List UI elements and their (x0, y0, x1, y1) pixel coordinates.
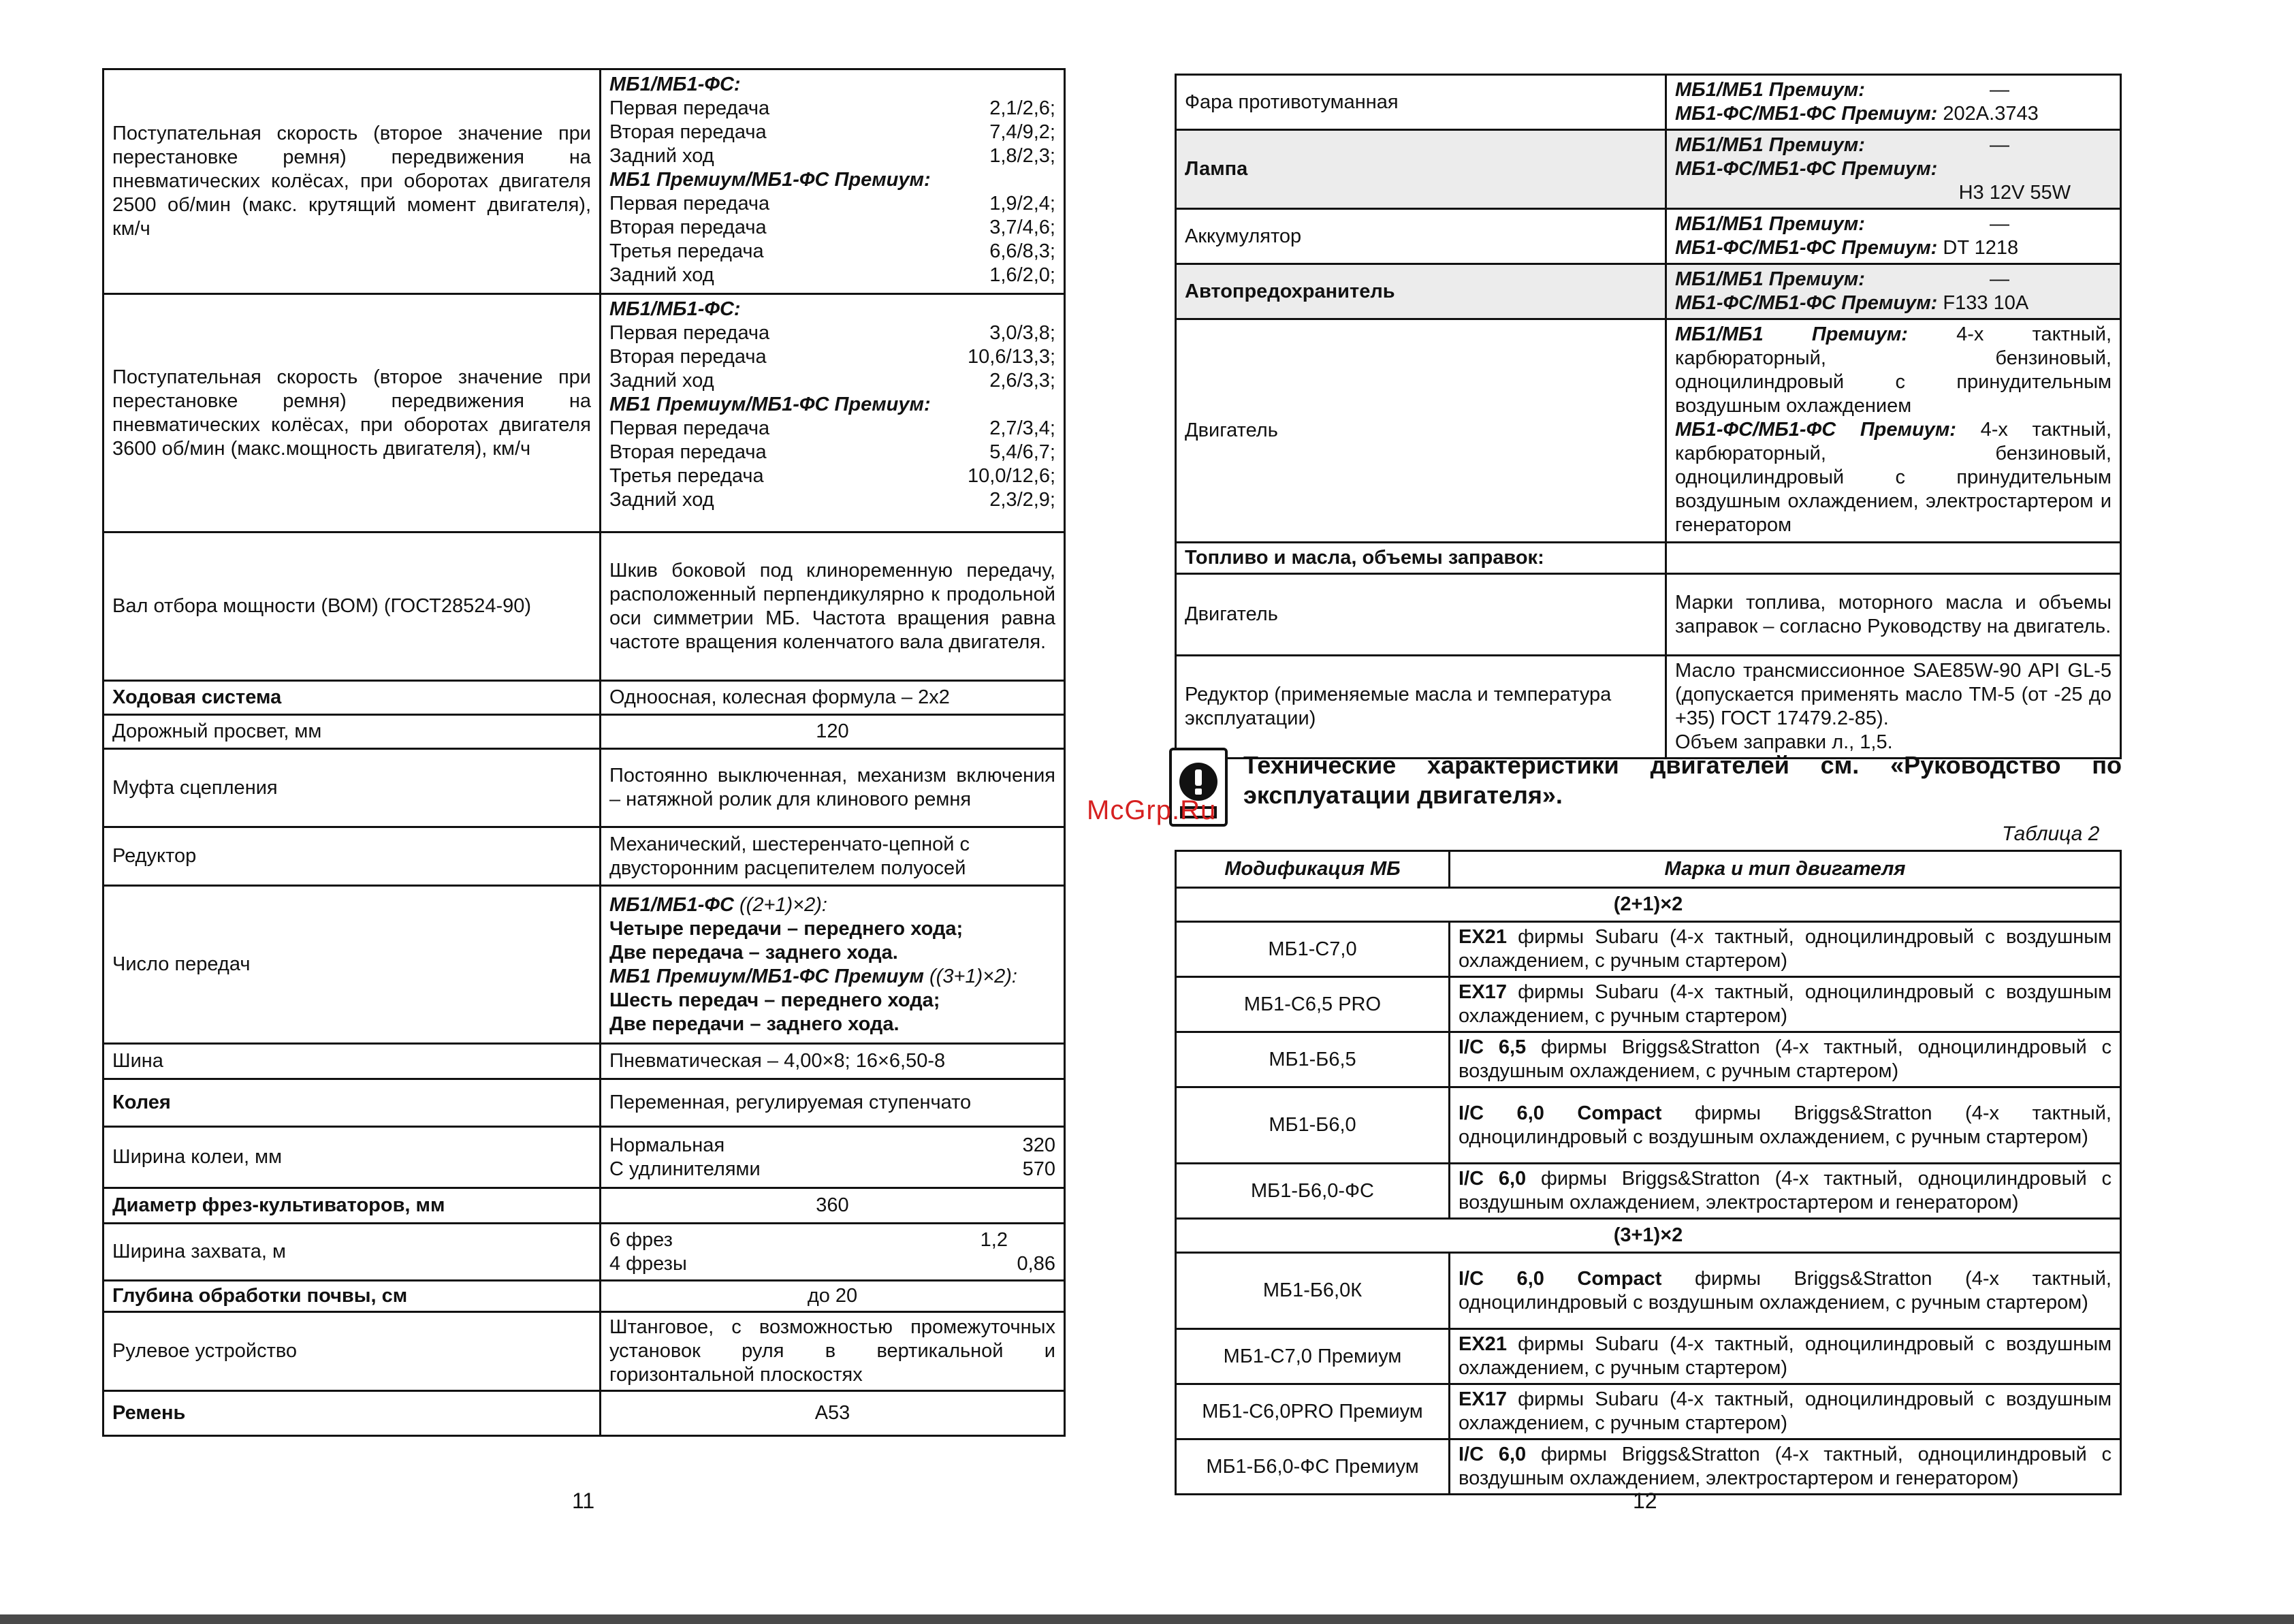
battery-label: Аккумулятор (1176, 209, 1666, 264)
value-row: Задний ход 1,8/2,3; (609, 145, 1055, 167)
group-heading: МБ1/МБ1-ФС: (609, 298, 741, 320)
table-row (1176, 656, 2121, 759)
table-row (103, 681, 1065, 715)
reducer-label: Редуктор (103, 827, 601, 886)
table-row (103, 715, 1065, 749)
table-row (103, 886, 1065, 1044)
engine-cell: I/C 6,0 фирмы Briggs&Stratton (4-х тактный, одноцилиндровый с воздушным охлаждением, электростартером и генератором) (1450, 1439, 2121, 1495)
table-row (1176, 1329, 2121, 1384)
clearance-label: Дорожный просвет, мм (103, 715, 601, 749)
table-row (1176, 977, 2121, 1032)
clutch-label: Муфта сцепления (103, 749, 601, 827)
table-row (103, 69, 1065, 294)
value-row: Первая передача 3,0/3,8; (609, 322, 1055, 344)
work-width-label: Ширина захвата, м (103, 1224, 601, 1281)
table-row (103, 827, 1065, 886)
model-cell: МБ1-С6,5 PRO (1176, 977, 1450, 1032)
engine-models-table (1175, 850, 2122, 1495)
group-heading: МБ1 Премиум/МБ1-ФС Премиум ((3+1)×2): (609, 965, 1017, 987)
fuse-label: Автопредохранитель (1176, 264, 1666, 319)
value-row: Задний ход 1,6/2,0; (609, 264, 1055, 286)
model-cell: МБ1-Б6,0-ФС (1176, 1164, 1450, 1219)
speed-2500-values (601, 69, 1065, 294)
value-row: Первая передача 2,7/3,4; (609, 417, 1055, 439)
table-row (1176, 209, 2121, 264)
table-caption: Таблица 2 (2002, 823, 2100, 845)
model-cell: МБ1-Б6,0 (1176, 1087, 1450, 1164)
lamp-value: МБ1/МБ1 Премиум: — МБ1-ФС/МБ1-ФС Премиум: Н3 12V 55W (1666, 130, 2121, 209)
model-cell: МБ1-Б6,0-ФС Премиум (1176, 1439, 1450, 1495)
value-row: 6 фрез 1,2 (609, 1228, 1008, 1251)
table-row (1176, 264, 2121, 319)
table-row (1176, 543, 2121, 574)
speed-2500-label: Поступательная скорость (второе значение при перестановке ремня) передвижения на пневматических колёсах, при оборотах двигателя 2500 об/мин (макс. крутящий момент двигателя), км/ч (103, 69, 601, 294)
engine-cell: EX21 фирмы Subaru (4-х тактный, одноцилиндровый с воздушным охлаждением, с ручным стартером) (1450, 1329, 2121, 1384)
speed-3600-values (601, 294, 1065, 532)
table-row (1176, 1439, 2121, 1495)
value-row: Задний ход 2,6/3,3; (609, 370, 1055, 392)
table-row (1176, 1164, 2121, 1219)
group-heading: МБ1 Премиум/МБ1-ФС Премиум: (609, 169, 931, 191)
table-row (103, 1188, 1065, 1224)
engine-cell: I/C 6,0 фирмы Briggs&Stratton (4-х тактный, одноцилиндровый с воздушным охлаждением, электростартером и генератором) (1450, 1164, 2121, 1219)
value-row: Первая передача 2,1/2,6; (609, 97, 1055, 119)
belt-value: А53 (601, 1391, 1065, 1436)
gear-line: Четыре передачи – переднего хода; (609, 917, 963, 940)
table-row (1176, 319, 2121, 543)
value-row: Первая передача 1,9/2,4; (609, 193, 1055, 214)
value-row: Задний ход 2,3/2,9; (609, 489, 1055, 511)
value-row: Вторая передача 3,7/4,6; (609, 217, 1055, 238)
table-row (103, 1224, 1065, 1281)
value-row: Третья передача 10,0/12,6; (609, 465, 1055, 487)
table-row (1176, 1032, 2121, 1087)
table-row (103, 1044, 1065, 1079)
table-row (103, 532, 1065, 681)
cutter-diameter-value: 360 (601, 1188, 1065, 1224)
tire-label: Шина (103, 1044, 601, 1079)
table-row (103, 294, 1065, 532)
engine-cell: EX17 фирмы Subaru (4-х тактный, одноцилиндровый с воздушным охлаждением, с ручным стартером) (1450, 1384, 2121, 1439)
page-number-left: 11 (572, 1488, 595, 1513)
page-number-right: 12 (1633, 1488, 1657, 1513)
table-row (103, 1281, 1065, 1312)
value-row: 4 фрезы 0,86 (609, 1252, 1055, 1275)
track-width-values (601, 1127, 1065, 1188)
table-row (1176, 75, 2121, 130)
gear-line: Шесть передач – переднего хода; (609, 989, 940, 1011)
table-header-row (1176, 851, 2121, 888)
engine-cell: EX21 фирмы Subaru (4-х тактный, одноцилиндровый с воздушным охлаждением, с ручным стартером) (1450, 922, 2121, 977)
track-width-label: Ширина колеи, мм (103, 1127, 601, 1188)
value-row: Третья передача 6,6/8,3; (609, 240, 1055, 262)
table-row (1176, 922, 2121, 977)
value-row: Вторая передача 5,4/6,7; (609, 441, 1055, 463)
table-row (103, 1127, 1065, 1188)
track-label: Колея (103, 1079, 601, 1127)
track-value: Переменная, регулируемая ступенчато (601, 1079, 1065, 1127)
model-cell: МБ1-Б6,0К (1176, 1253, 1450, 1329)
value-row: Вторая передача 7,4/9,2; (609, 121, 1055, 143)
fuel-engine-label: Двигатель (1176, 574, 1666, 656)
group-heading: МБ1/МБ1-ФС ((2+1)×2): (609, 893, 827, 916)
model-cell: МБ1-Б6,5 (1176, 1032, 1450, 1087)
gear-line: Две передачи – заднего хода. (609, 1013, 899, 1035)
scan-edge (0, 1614, 2294, 1624)
work-width-values (601, 1224, 1065, 1281)
fuse-value: МБ1/МБ1 Премиум: — МБ1-ФС/МБ1-ФС Премиум: F133 10А (1666, 264, 2121, 319)
table-row (1176, 574, 2121, 656)
fog-lamp-value: МБ1/МБ1 Премиум: — МБ1-ФС/МБ1-ФС Премиум: 202А.3743 (1666, 75, 2121, 130)
table-row (1176, 1384, 2121, 1439)
fuel-reducer-value: Масло трансмиссионное SAE85W-90 API GL-5 (допускается применять масло ТМ-5 (от -25 до +35) ГОСТ 17479.2-85). Объем заправки л., 1,5. (1666, 656, 2121, 759)
cutter-diameter-label: Диаметр фрез-культиваторов, мм (103, 1188, 601, 1224)
belt-label: Ремень (103, 1391, 601, 1436)
model-cell: МБ1-С7,0 Премиум (1176, 1329, 1450, 1384)
steering-value: Штанговое, с возможностью промежуточных установок руля в вертикальной и горизонтальной плоскостях (601, 1312, 1065, 1391)
tillage-depth-value: до 20 (601, 1281, 1065, 1312)
table-row (1176, 1253, 2121, 1329)
table-row (103, 749, 1065, 827)
model-cell: МБ1-С7,0 (1176, 922, 1450, 977)
value-row: Вторая передача 10,6/13,3; (609, 346, 1055, 368)
group-heading: МБ1 Премиум/МБ1-ФС Премиум: (609, 394, 931, 415)
header-model: Модификация МБ (1176, 851, 1450, 888)
clutch-value: Постоянно выключенная, механизм включения – натяжной ролик для клинового ремня (601, 749, 1065, 827)
watermark: McGrp.Ru (1087, 795, 1217, 825)
battery-value: МБ1/МБ1 Премиум: — МБ1-ФС/МБ1-ФС Премиум: DT 1218 (1666, 209, 2121, 264)
table-row (1176, 130, 2121, 209)
steering-label: Рулевое устройство (103, 1312, 601, 1391)
pto-value: Шкив боковой под клиноременную передачу, расположенный перпендикулярно к продольной оси симметрии МБ. Частота вращения равна частоте вращения коленчатого вала двигателя. (601, 532, 1065, 681)
engine-label: Двигатель (1176, 319, 1666, 543)
clearance-value: 120 (601, 715, 1065, 749)
gear-line: Две передача – заднего хода. (609, 941, 898, 964)
engine-cell: I/C 6,0 Compact фирмы Briggs&Stratton (4-х тактный, одноцилиндровый с воздушным охлаждением, с ручным стартером) (1450, 1253, 2121, 1329)
engine-reference-note: Технические характеристики двигателей см. «Руководство по эксплуатации двигателя». (1243, 751, 2122, 809)
tire-value: Пневматическая – 4,00×8; 16×6,50-8 (601, 1044, 1065, 1079)
table-row (103, 1391, 1065, 1436)
engine-cell: EX17 фирмы Subaru (4-х тактный, одноцилиндровый с воздушным охлаждением, с ручным стартером) (1450, 977, 2121, 1032)
fuel-header: Топливо и масла, объемы заправок: (1176, 543, 1666, 574)
engine-value: МБ1/МБ1 Премиум: 4-х тактный, карбюраторный, бензиновый, одноцилиндровый с принудительным воздушным охлаждением МБ1-ФС/МБ1-ФС Премиум: 4-х тактный, карбюраторный, бензиновый, одноцилиндровый с принудительным воздушным охлаждением, электростартером и генератором (1666, 319, 2121, 543)
lamp-label: Лампа (1176, 130, 1666, 209)
value-row: С удлинителями 570 (609, 1158, 1055, 1180)
fog-lamp-label: Фара противотуманная (1176, 75, 1666, 130)
fuel-engine-value: Марки топлива, моторного масла и объемы заправок – согласно Руководству на двигатель. (1666, 574, 2121, 656)
engine-cell: I/C 6,0 Compact фирмы Briggs&Stratton (4-х тактный, одноцилиндровый с воздушным охлаждением, с ручным стартером) (1450, 1087, 2121, 1164)
table-row (103, 1079, 1065, 1127)
group-heading: МБ1/МБ1-ФС: (609, 74, 741, 95)
table-row (103, 1312, 1065, 1391)
group-row (1176, 888, 2121, 922)
left-spec-table (102, 68, 1066, 1437)
value-row: Нормальная 320 (609, 1134, 1055, 1156)
reducer-value: Механический, шестеренчато-цепной с двусторонним расцепителем полуосей (601, 827, 1065, 886)
chassis-label: Ходовая система (103, 681, 601, 715)
speed-3600-label: Поступательная скорость (второе значение при перестановке ремня) передвижения на пневматических колёсах, при оборотах двигателя 3600 об/мин (макс.мощность двигателя), км/ч (103, 294, 601, 532)
model-cell: МБ1-С6,0PRO Премиум (1176, 1384, 1450, 1439)
tillage-depth-label: Глубина обработки почвы, см (103, 1281, 601, 1312)
group-title: (3+1)×2 (1176, 1219, 2121, 1253)
fuel-header-empty (1666, 543, 2121, 574)
gears-label: Число передач (103, 886, 601, 1044)
engine-cell: I/C 6,5 фирмы Briggs&Stratton (4-х тактный, одноцилиндровый с воздушным охлаждением, с ручным стартером) (1450, 1032, 2121, 1087)
header-engine: Марка и тип двигателя (1450, 851, 2121, 888)
chassis-value: Одноосная, колесная формула – 2х2 (601, 681, 1065, 715)
right-spec-table (1175, 74, 2122, 759)
group-title: (2+1)×2 (1176, 888, 2121, 922)
gears-value (601, 886, 1065, 1044)
table-row (1176, 1087, 2121, 1164)
group-row (1176, 1219, 2121, 1253)
fuel-reducer-label: Редуктор (применяемые масла и температура эксплуатации) (1176, 656, 1666, 759)
pto-label: Вал отбора мощности (ВОМ) (ГОСТ28524-90) (103, 532, 601, 681)
